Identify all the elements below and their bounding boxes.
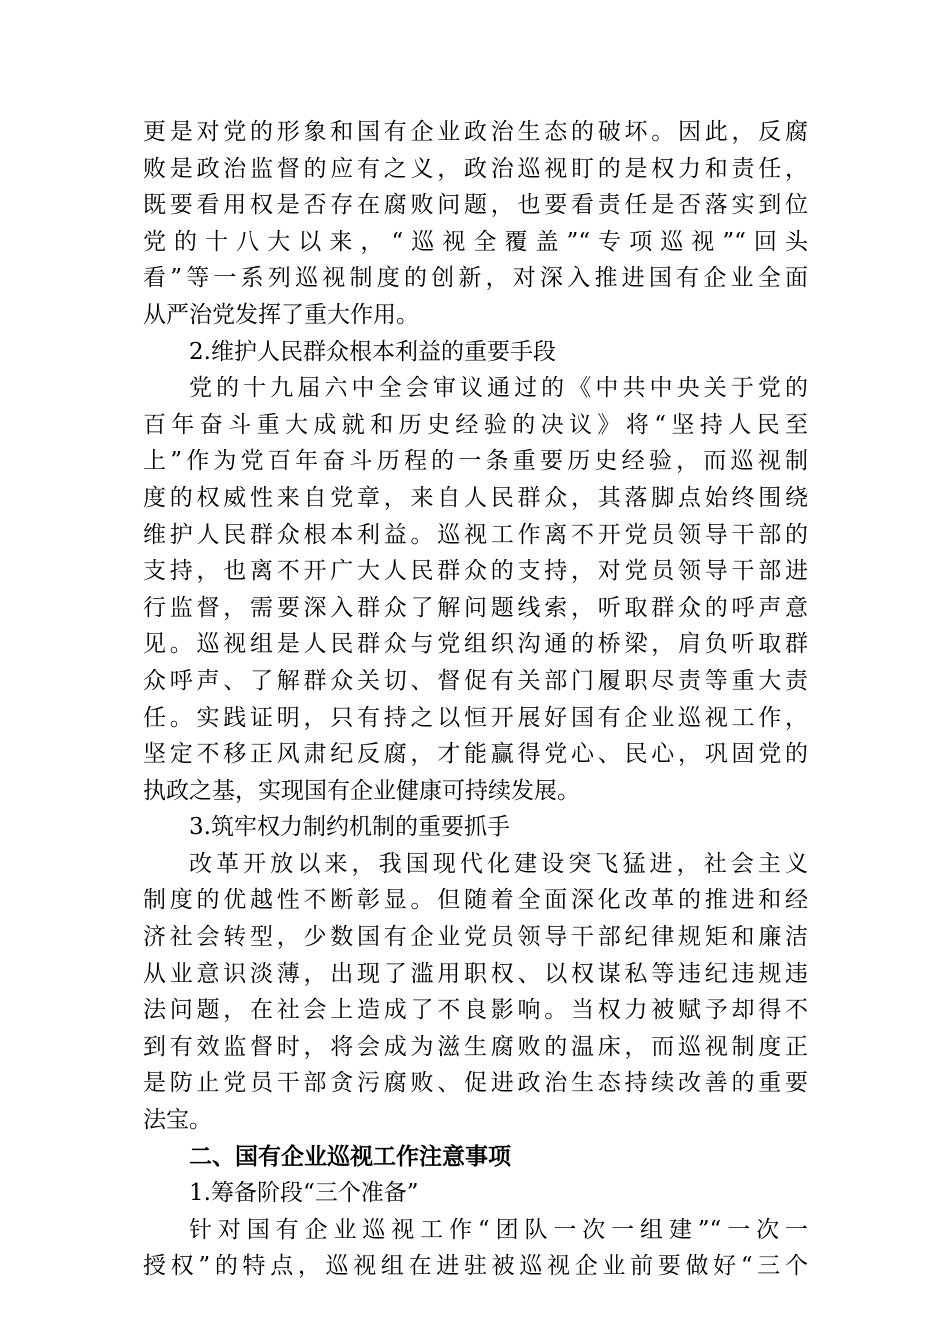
text-line: 看”等一系列巡视制度的创新，对深入推进国有企业全面 bbox=[143, 265, 808, 292]
text-line: 上”作为党百年奋斗历程的一条重要历史经验，而巡视制 bbox=[143, 448, 808, 475]
text-line: 行监督，需要深入群众了解问题线索，听取群众的呼声意 bbox=[143, 594, 808, 621]
section-heading: 二、国有企业巡视工作注意事项 bbox=[189, 1143, 511, 1170]
text-line: 执政之基，实现国有企业健康可持续发展。 bbox=[143, 777, 580, 804]
section-subheading: 3.筑牢权力制约机制的重要抓手 bbox=[189, 814, 510, 841]
text-line: 任。实践证明，只有持之以恒开展好国有企业巡视工作， bbox=[143, 704, 808, 731]
text-line: 度的权威性来自党章，来自人民群众，其落脚点始终围绕 bbox=[143, 484, 808, 511]
text-line: 党的十八大以来，“巡视全覆盖”“专项巡视”“回头 bbox=[143, 228, 808, 255]
text-line: 见。巡视组是人民群众与党组织沟通的桥梁，肩负听取群 bbox=[143, 631, 808, 658]
text-line: 维护人民群众根本利益。巡视工作离不开党员领导干部的 bbox=[143, 521, 808, 548]
text-line: 是防止党员干部贪污腐败、促进政治生态持续改善的重要 bbox=[143, 1070, 808, 1097]
section-subheading: 1.筹备阶段“三个准备” bbox=[189, 1180, 419, 1207]
text-line: 支持，也离不开广大人民群众的支持，对党员领导干部进 bbox=[143, 558, 808, 585]
text-line: 改革开放以来，我国现代化建设突飞猛进，社会主义 bbox=[189, 850, 808, 877]
text-line: 从业意识淡薄，出现了滥用职权、以权谋私等违纪违规违 bbox=[143, 960, 808, 987]
text-line: 针对国有企业巡视工作“团队一次一组建”“一次一 bbox=[189, 1216, 808, 1243]
text-line: 到有效监督时，将会成为滋生腐败的温床，而巡视制度正 bbox=[143, 1033, 808, 1060]
document-page bbox=[143, 114, 808, 1285]
text-line: 从严治党发挥了重大作用。 bbox=[143, 301, 419, 328]
text-line: 既要看用权是否存在腐败问题，也要看责任是否落实到位 bbox=[143, 192, 808, 219]
text-line: 授权”的特点，巡视组在进驻被巡视企业前要做好“三个 bbox=[143, 1253, 808, 1280]
text-line: 法问题，在社会上造成了不良影响。当权力被赋予却得不 bbox=[143, 997, 808, 1024]
text-line: 党的十九届六中全会审议通过的《中共中央关于党的 bbox=[189, 375, 808, 402]
text-line: 制度的优越性不断彰显。但随着全面深化改革的推进和经 bbox=[143, 887, 808, 914]
text-line: 坚定不移正风肃纪反腐，才能赢得党心、民心，巩固党的 bbox=[143, 741, 808, 768]
section-subheading: 2.维护人民群众根本利益的重要手段 bbox=[189, 338, 556, 365]
text-line: 败是政治监督的应有之义，政治巡视盯的是权力和责任， bbox=[143, 155, 808, 182]
text-line: 法宝。 bbox=[143, 1107, 212, 1134]
text-line: 众呼声、了解群众关切、督促有关部门履职尽责等重大责 bbox=[143, 667, 808, 694]
text-line: 更是对党的形象和国有企业政治生态的破坏。因此，反腐 bbox=[143, 119, 808, 145]
text-line: 百年奋斗重大成就和历史经验的决议》将“坚持人民至 bbox=[143, 411, 808, 438]
text-line: 济社会转型，少数国有企业党员领导干部纪律规矩和廉洁 bbox=[143, 924, 808, 951]
